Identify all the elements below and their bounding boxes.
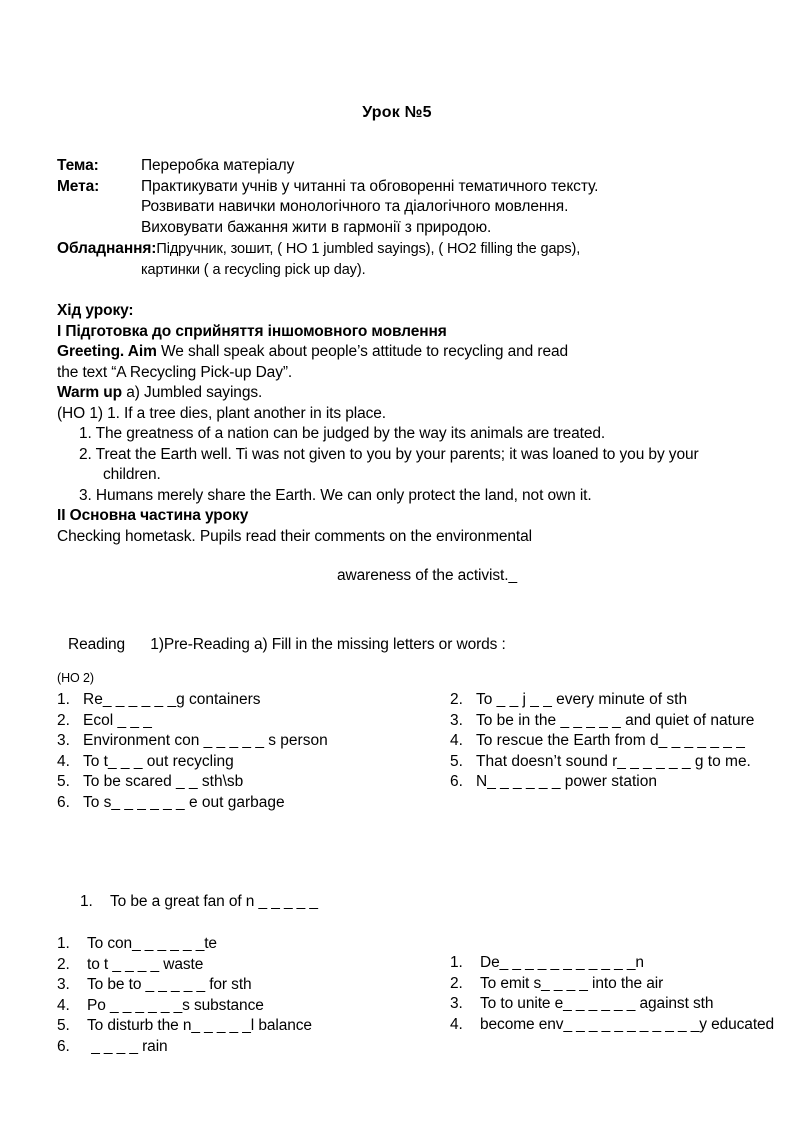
aim-line-3: Виховувати бажання жити в гармонії з природою. [141, 218, 492, 236]
reading-task: 1)Pre-Reading a) Fill in the missing letters or words : [150, 636, 506, 653]
reading-label: Reading [68, 636, 126, 653]
item-number: 4. [450, 1015, 463, 1033]
item-text: To s_ _ _ _ _ _ e out garbage [83, 793, 285, 811]
item-number: 3. [450, 995, 463, 1012]
item-text: Ecol _ _ _ [83, 711, 152, 729]
greeting-text-line-2: the text “A Recycling Pick-up Day”. [57, 363, 293, 381]
item-text: N_ _ _ _ _ _ power station [476, 773, 657, 790]
item-text: De_ _ _ _ _ _ _ _ _ _ _n [480, 954, 644, 971]
lesson-flow-block [57, 301, 757, 587]
stage-2-heading: II Основна частина уроку [57, 507, 249, 524]
item-text: To emit s_ _ _ _ into the air [480, 974, 664, 992]
list-item [57, 731, 437, 752]
warmup-label: Warm up [57, 384, 123, 401]
exercise-list [57, 690, 437, 813]
list-item [450, 752, 770, 773]
list-item [57, 955, 437, 976]
item-number: 3. [57, 732, 70, 749]
list-item [57, 711, 437, 732]
list-item [57, 752, 437, 773]
item-text: To disturb the n_ _ _ _ _l balance [87, 1017, 312, 1034]
list-item [450, 974, 780, 995]
ho2-tag: (HO 2) [57, 671, 94, 685]
list-item [450, 711, 770, 732]
item-number: 2. [450, 974, 463, 992]
equipment-row [57, 239, 767, 260]
topic-value: Переробка матеріалу [141, 157, 295, 174]
item-number: 1. [57, 935, 70, 952]
item-number: 4. [450, 732, 463, 749]
item-text: to t _ _ _ _ waste [87, 955, 204, 973]
exercise-list [80, 892, 460, 913]
stage-1-heading: I Підготовка до сприйняття іншомовного мовлення [57, 322, 447, 340]
item-number: 3. [57, 976, 70, 993]
item-text: become env_ _ _ _ _ _ _ _ _ _ _y educated [480, 1015, 775, 1033]
exercise-list [450, 690, 770, 793]
list-item [450, 1015, 780, 1036]
item-text: To be to _ _ _ _ _ for sth [87, 976, 252, 993]
item-number: 2. [57, 711, 70, 729]
lesson-meta-block [57, 156, 757, 238]
item-text: To be scared _ _ sth\sb [83, 773, 244, 790]
list-item [57, 793, 437, 814]
item-text: To to unite e_ _ _ _ _ _ against sth [480, 995, 714, 1012]
item-number: 6. [57, 1037, 70, 1055]
equipment-block [57, 239, 767, 280]
item-number: 1. [80, 893, 93, 910]
item-number: 6. [450, 773, 463, 790]
item-number: 5. [57, 773, 70, 790]
equipment-value: Підручник, зошит, ( HO 1 jumbled sayings), ( HO2 filling the gaps), [156, 241, 581, 257]
item-number: 4. [57, 996, 70, 1014]
item-text: Po _ _ _ _ _ _s substance [87, 996, 264, 1014]
list-item [57, 772, 437, 793]
list-item [57, 975, 437, 996]
item-text: To _ _ j _ _ every minute of sth [476, 691, 688, 708]
ho2-right-column [450, 690, 770, 793]
ho2-left-column [57, 690, 437, 813]
aim-row [57, 177, 757, 198]
equipment-label: Обладнання: [57, 240, 157, 257]
page-title: Урок №5 [362, 104, 432, 121]
reading-task-line [68, 635, 506, 656]
item-number: 1. [450, 954, 463, 971]
item-text: To be in the _ _ _ _ _ and quiet of nature [476, 711, 755, 729]
item-number: 5. [57, 1017, 70, 1034]
item-number: 2. [450, 691, 463, 708]
saying-item: 3. Humans merely share the Earth. We can only protect the land, not own it. [79, 486, 592, 504]
equipment-line-2: картинки ( a recycling pick up day). [141, 261, 366, 278]
item-text: That doesn’t sound r_ _ _ _ _ _ g to me. [476, 752, 751, 770]
item-number: 3. [450, 711, 463, 729]
item-text: _ _ _ _ rain [87, 1037, 168, 1055]
greeting-row [57, 342, 757, 363]
exercise-list [57, 934, 437, 1057]
topic-row [57, 156, 757, 177]
list-item [450, 731, 770, 752]
ho1-tag: (HO 1) [57, 404, 103, 422]
saying-item: 1. The greatness of a nation can be judged by the way its animals are treated. [79, 425, 606, 442]
item-number: 2. [57, 955, 70, 973]
item-text: To t_ _ _ out recycling [83, 752, 234, 770]
group2-intro [80, 892, 460, 913]
greeting-label: Greeting. Aim [57, 343, 157, 360]
exercise-list [450, 953, 780, 1035]
aim-value: Практикувати учнів у читанні та обговоренні тематичного тексту. [141, 177, 599, 195]
warmup-text: a) Jumbled sayings. [122, 384, 263, 401]
item-text: To con_ _ _ _ _ _te [87, 935, 217, 952]
warmup-row [57, 383, 757, 404]
list-item [450, 953, 780, 974]
list-item [57, 996, 437, 1017]
topic-label: Тема: [57, 157, 99, 174]
list-item [450, 772, 770, 793]
item-text: To rescue the Earth from d_ _ _ _ _ _ _ [476, 732, 745, 749]
checking-hometask-text: Checking hometask. Pupils read their comments on the environmental [57, 527, 533, 545]
list-item [450, 994, 780, 1015]
checking-hometask-text-2: awareness of the activist._ [337, 567, 517, 584]
list-item [57, 690, 437, 711]
group2-right-column [450, 953, 780, 1035]
item-text: Environment con _ _ _ _ _ s person [83, 732, 328, 749]
saying-item: 2. Treat the Earth well. Ti was not given to you by your parents; it was loaned to you by your children. [79, 445, 699, 483]
aim-label: Мета: [57, 177, 100, 195]
list-item [57, 1016, 437, 1037]
item-number: 6. [57, 793, 70, 811]
ho1-row [57, 404, 757, 425]
greeting-text: We shall speak about people’s attitude to recycling and read [156, 343, 569, 360]
flow-heading: Хід уроку: [57, 302, 134, 319]
list-item [450, 690, 770, 711]
list-item [57, 1037, 437, 1058]
item-text: Re_ _ _ _ _ _g containers [83, 691, 261, 708]
item-number: 5. [450, 752, 463, 770]
item-number: 4. [57, 752, 70, 770]
list-item [57, 934, 437, 955]
aim-line-2: Розвивати навички монологічного та діалогічного мовлення. [141, 198, 569, 215]
item-number: 1. [57, 691, 70, 708]
group2-left-column [57, 934, 437, 1057]
item-text: To be a great fan of n _ _ _ _ _ [110, 893, 318, 910]
ho1-first-saying: 1. If a tree dies, plant another in its place. [102, 404, 386, 422]
list-item [80, 892, 460, 913]
